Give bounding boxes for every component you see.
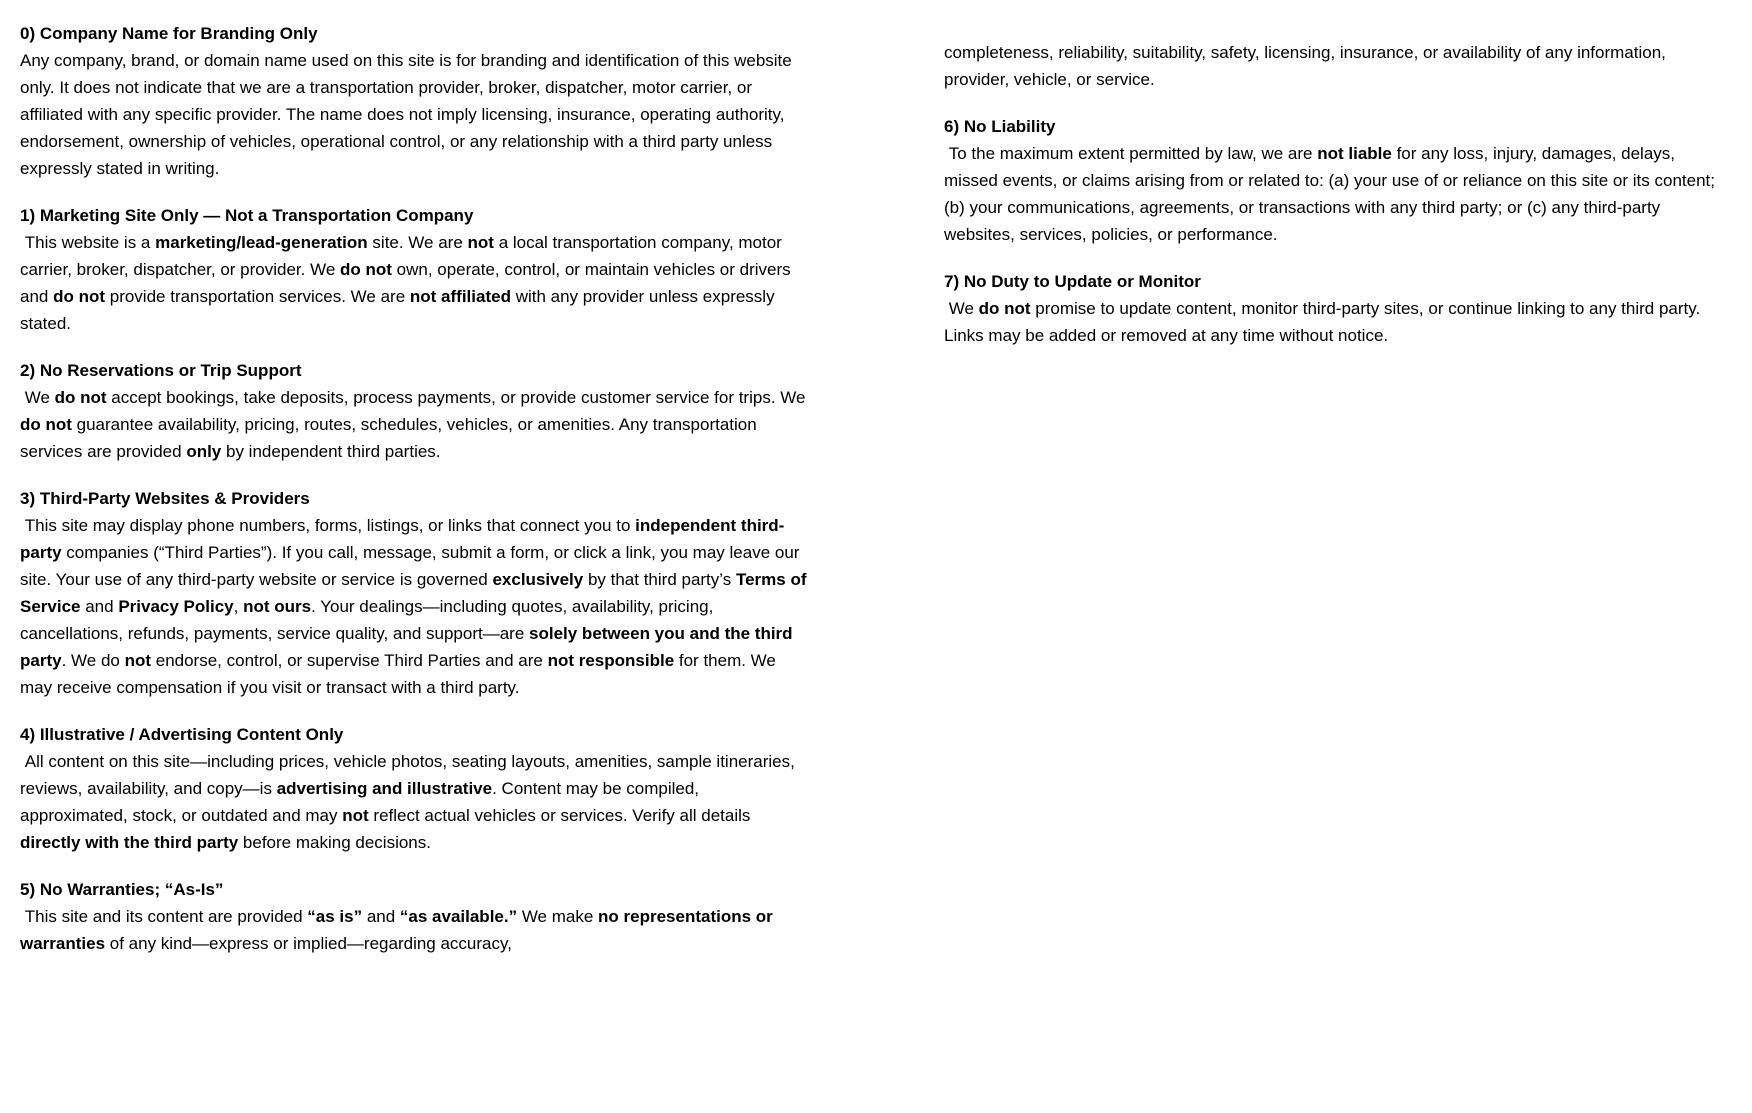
section-4-illustrative-content-text-4: reflect actual vehicles or services. Verify all details	[368, 806, 756, 825]
section-5-no-warranties-text-3: “as available.”	[399, 907, 518, 926]
section-3-third-party-text-7: Privacy Policy	[118, 597, 234, 616]
section-5-no-warranties-continued-text-0: completeness, reliability, suitability, safety, licensing, insurance, or availability of any information, provider, vehicle, or service.	[944, 43, 1671, 89]
section-3-third-party-text-6: and	[80, 597, 119, 616]
section-1-marketing-site-only	[20, 202, 808, 337]
section-5-no-warranties-heading: 5) No Warranties; “As-Is”	[20, 880, 224, 899]
section-3-third-party-text-10: . Your dealings—including quotes, availability, pricing, cancellations, refunds, payments, service quality, and support—are	[20, 597, 719, 643]
section-7-no-duty-to-update-heading: 7) No Duty to Update or Monitor	[944, 272, 1201, 291]
section-3-third-party-text-14: endorse, control, or supervise Third Parties and are	[151, 651, 548, 670]
section-3-third-party-text-4: by that third party’s	[583, 570, 736, 589]
section-1-marketing-site-only-text-2: site. We are	[367, 233, 468, 252]
section-3-third-party-text-13: not	[124, 651, 152, 670]
section-3-third-party-text-11: solely between you and the third party	[20, 624, 798, 670]
right-column	[944, 39, 1732, 1113]
section-4-illustrative-content-text-0: All content on this site—including prices, vehicle photos, seating layouts, amenities, sample itineraries, reviews, availability, and copy—is	[20, 752, 800, 798]
section-6-no-liability-heading: 6) No Liability	[944, 117, 1056, 136]
section-3-third-party-text-16: for them. We may receive compensation if you visit or transact with a third party.	[20, 651, 781, 697]
section-1-marketing-site-only-text-8: provide transportation services. We are	[105, 287, 410, 306]
section-4-illustrative-content-text-6: before making decisions.	[238, 833, 431, 852]
section-7-no-duty-to-update-text-0: We	[944, 299, 979, 318]
section-4-illustrative-content-text-5: directly with the third party	[20, 833, 239, 852]
section-4-illustrative-content-text-3: not	[342, 806, 369, 825]
section-5-no-warranties-text-1: “as is”	[307, 907, 363, 926]
section-3-third-party-text-5: Terms of Service	[20, 570, 812, 616]
section-3-third-party	[20, 485, 812, 701]
section-0-branding-heading: 0) Company Name for Branding Only	[20, 24, 318, 43]
section-3-third-party-text-12: . We do	[61, 651, 125, 670]
section-2-no-reservations-text-2: accept bookings, take deposits, process payments, or provide customer service for trips. We	[106, 388, 811, 407]
section-1-marketing-site-only-heading: 1) Marketing Site Only — Not a Transportation Company	[20, 206, 474, 225]
section-0-branding-text-0: Any company, brand, or domain name used on this site is for branding and identification of this website only. It does not indicate that we are a transportation provider, broker, dispatcher, motor carrier, or affiliated with any specific provider. The name does not imply licensing, insurance, operating authority, endorsement, ownership of vehicles, operational control, or any relationship with a third party unless expressly stated in writing.	[20, 51, 797, 178]
section-1-marketing-site-only-text-7: do not	[53, 287, 106, 306]
section-4-illustrative-content	[20, 721, 808, 856]
section-2-no-reservations-text-5: only	[186, 442, 222, 461]
section-2-no-reservations-heading: 2) No Reservations or Trip Support	[20, 361, 302, 380]
section-1-marketing-site-only-text-5: do not	[340, 260, 392, 279]
section-5-no-warranties-text-2: and	[362, 907, 400, 926]
section-1-marketing-site-only-text-1: marketing/lead-generation	[155, 233, 368, 252]
section-6-no-liability-text-0: To the maximum extent permitted by law, we are	[944, 144, 1318, 163]
section-6-no-liability	[944, 113, 1732, 248]
section-2-no-reservations-text-3: do not	[20, 415, 72, 434]
section-0-branding	[20, 20, 808, 182]
section-2-no-reservations-text-6: by independent third parties.	[221, 442, 441, 461]
section-1-marketing-site-only-text-9: not affiliated	[409, 287, 511, 306]
section-6-no-liability-text-1: not liable	[1317, 144, 1392, 163]
section-5-no-warranties-text-0: This site and its content are provided	[20, 907, 308, 926]
section-3-third-party-text-3: exclusively	[492, 570, 584, 589]
section-7-no-duty-to-update-text-2: promise to update content, monitor third-party sites, or continue linking to any third party. Links may be added or removed at any time without notice.	[944, 299, 1705, 345]
section-6-no-liability-text-2: for any loss, injury, damages, delays, missed events, or claims arising from or related to: (a) your use of or reliance on this site or its content; (b) your communications, agreements, or transactions with any third party; or (c) any third-party websites, services, policies, or performance.	[944, 144, 1720, 244]
section-5-no-warranties-continued	[944, 39, 1732, 93]
section-5-no-warranties-text-6: of any kind—express or implied—regarding accuracy,	[105, 934, 512, 953]
section-7-no-duty-to-update-text-1: do not	[978, 299, 1031, 318]
section-3-third-party-text-9: not ours	[243, 597, 312, 616]
section-2-no-reservations-text-4: guarantee availability, pricing, routes, schedules, vehicles, or amenities. Any transportation services are provided	[20, 415, 762, 461]
section-5-no-warranties-text-4: We make	[517, 907, 599, 926]
section-1-marketing-site-only-text-0: This website is a	[20, 233, 156, 252]
left-column	[20, 20, 812, 1113]
section-5-no-warranties-text-5: no representations or warranties	[20, 907, 778, 953]
section-2-no-reservations-text-1: do not	[54, 388, 107, 407]
section-3-third-party-text-1: independent third-party	[20, 516, 785, 562]
section-4-illustrative-content-text-1: advertising and illustrative	[276, 779, 493, 798]
section-4-illustrative-content-heading: 4) Illustrative / Advertising Content Only	[20, 725, 344, 744]
section-7-no-duty-to-update	[944, 268, 1732, 349]
section-3-third-party-text-0: This site may display phone numbers, forms, listings, or links that connect you to	[20, 516, 636, 535]
section-5-no-warranties	[20, 876, 808, 957]
section-2-no-reservations-text-0: We	[20, 388, 55, 407]
section-1-marketing-site-only-text-4: a local transportation company, motor carrier, broker, dispatcher, or provider. We	[20, 233, 787, 279]
section-2-no-reservations	[20, 357, 811, 465]
section-4-illustrative-content-text-2: . Content may be compiled, approximated, stock, or outdated and may	[20, 779, 704, 825]
section-3-third-party-text-15: not responsible	[547, 651, 675, 670]
section-1-marketing-site-only-text-3: not	[467, 233, 494, 252]
section-3-third-party-text-8: ,	[233, 597, 244, 616]
section-1-marketing-site-only-text-10: with any provider unless expressly stated.	[20, 287, 780, 333]
section-3-third-party-text-2: companies (“Third Parties”). If you call, message, submit a form, or click a link, you may leave our site. Your use of any third-party website or service is governed	[20, 543, 805, 589]
section-3-third-party-heading: 3) Third-Party Websites & Providers	[20, 489, 310, 508]
section-1-marketing-site-only-text-6: own, operate, control, or maintain vehicles or drivers and	[20, 260, 796, 306]
